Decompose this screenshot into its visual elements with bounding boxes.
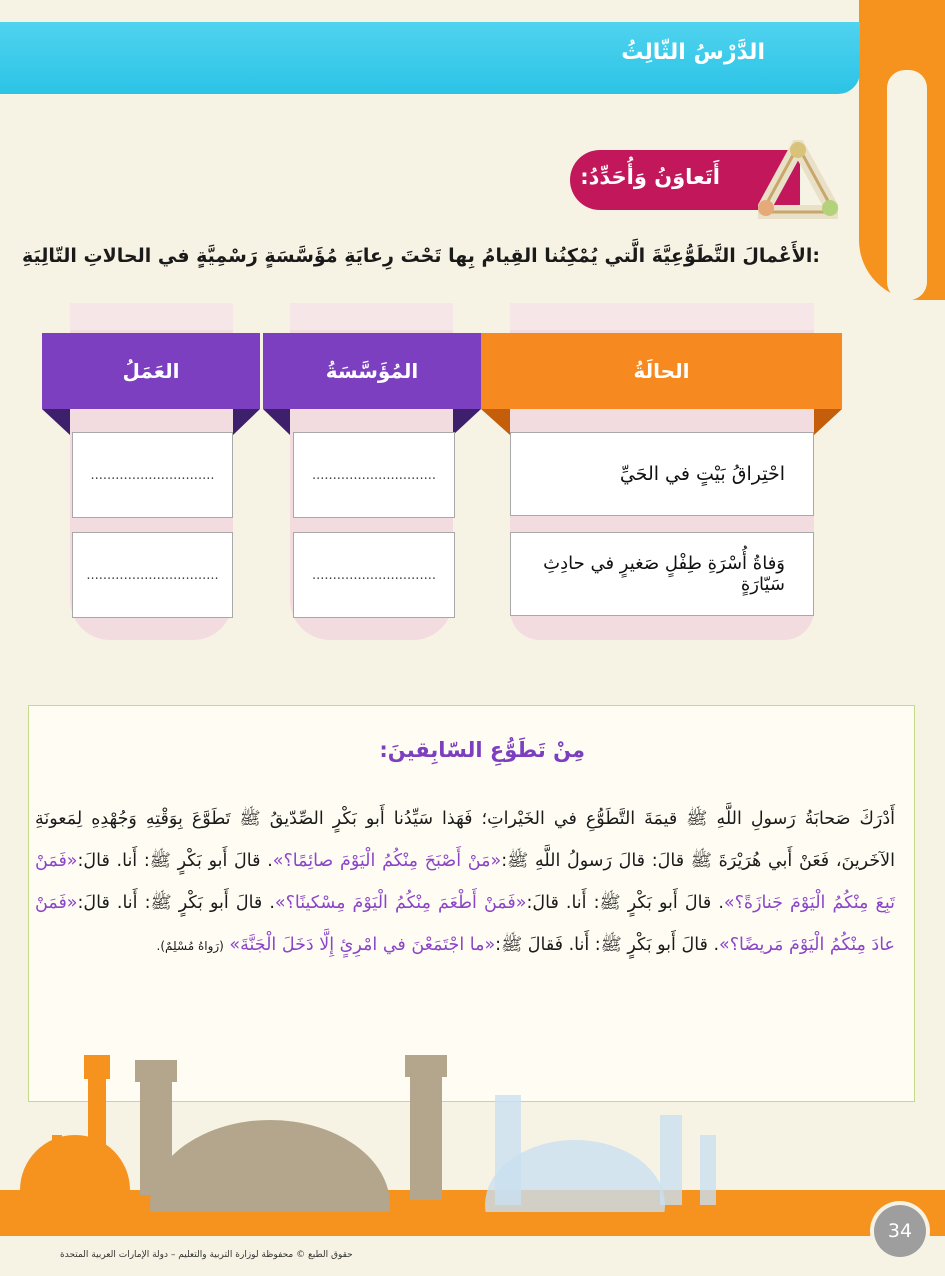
story-text-3: . قالَ أَبو بَكْرٍ ﷺ: أَنا. قالَ: — [526, 893, 724, 913]
lesson-title: الدَّرْسُ الثّالِثُ — [621, 40, 765, 65]
story-quote-4: «فَمَنْ عادَ مِنْكُمُ الْيَوْمَ مَريضًا؟» — [35, 893, 895, 955]
copyright-notice: حقوق الطبع © محفوظة لوزارة التربية والتعليم – دولة الإمارات العربية المتحدة — [60, 1250, 353, 1260]
story-paragraph — [35, 798, 895, 967]
story-quote-1: «مَنْ أَصْبَحَ مِنْكُمُ الْيَوْمَ صائِمًا؟» — [272, 851, 502, 871]
header-action: العَمَلُ — [42, 333, 260, 409]
intro-instruction: الأَعْمالَ التَّطَوُّعِيَّةَ الَّتي يُمْكِنُنا القِيامُ بِها تَحْتَ رِعايَةِ مُؤَسَّسَةٍ رَسْمِيَّةٍ في الحالاتِ التّالِيَةِ: — [21, 245, 820, 267]
story-text-2: . قالَ أَبو بَكْرٍ ﷺ: أَنا. قالَ: — [77, 851, 273, 871]
orange-side-decoration — [859, 0, 945, 300]
row1-institution-blank[interactable]: .............................. — [293, 432, 455, 518]
puzzle-triangle-icon — [758, 140, 838, 220]
header-case: الحالَةُ — [481, 333, 842, 409]
activity-title: أَتَعاوَنُ وَأُحَدِّدُ: — [580, 165, 720, 189]
mosque-silhouette-illustration — [0, 1015, 945, 1215]
story-quote-3: «فَمَنْ أَطْعَمَ مِنْكُمُ الْيَوْمَ مِسْكينًا؟» — [274, 893, 527, 913]
row1-action-blank[interactable]: .............................. — [72, 432, 233, 518]
row1-case: احْتِراقُ بَيْتٍ في الحَيِّ — [510, 432, 814, 516]
row2-action-blank[interactable]: ................................ — [72, 532, 233, 618]
story-text-5: . قالَ أَبو بَكْرٍ ﷺ: أَنا. فَقالَ ﷺ: — [495, 935, 720, 955]
story-text-1: أَدْرَكَ صَحابَةُ رَسولِ اللَّهِ ﷺ قيمَةَ التَّطَوُّعِ في الخَيْراتِ؛ فَهَذا سَيِّدُنا أَبو بَكْرٍ الصِّدّيقُ ﷺ تَطَوَّعَ بِوَقْتِهِ وَجُهْدِهِ لِمَعونَةِ الآخَرينَ، فَعَنْ أَبي هُرَيْرَةَ ﷺ قالَ: قالَ رَسولُ اللَّهِ ﷺ: — [35, 809, 896, 871]
header-institution: المُؤَسَّسَةُ — [263, 333, 481, 409]
story-quote-5: «ما اجْتَمَعْنَ في امْرِئٍ إِلَّا دَخَلَ الْجَنَّةَ» — [229, 935, 496, 955]
story-text-4: . قالَ أَبو بَكْرٍ ﷺ: أَنا. قالَ: — [77, 893, 275, 913]
footer-bar — [0, 1212, 945, 1236]
side-decoration-inner — [887, 70, 927, 300]
story-quote-2: «فَمَنْ تَبِعَ مِنْكُمُ الْيَوْمَ جَنازَةً؟» — [35, 851, 895, 913]
row2-institution-blank[interactable]: .............................. — [293, 532, 455, 618]
story-source: (رَواهُ مُسْلِمٌ). — [156, 939, 224, 953]
page-number: 34 — [874, 1205, 926, 1257]
row2-case: وَفاةُ أُسْرَةِ طِفْلٍ صَغيرٍ في حادِثِ سَيّارَةٍ — [510, 532, 814, 616]
story-title: مِنْ تَطَوُّعِ السّابِقينَ: — [379, 738, 585, 762]
